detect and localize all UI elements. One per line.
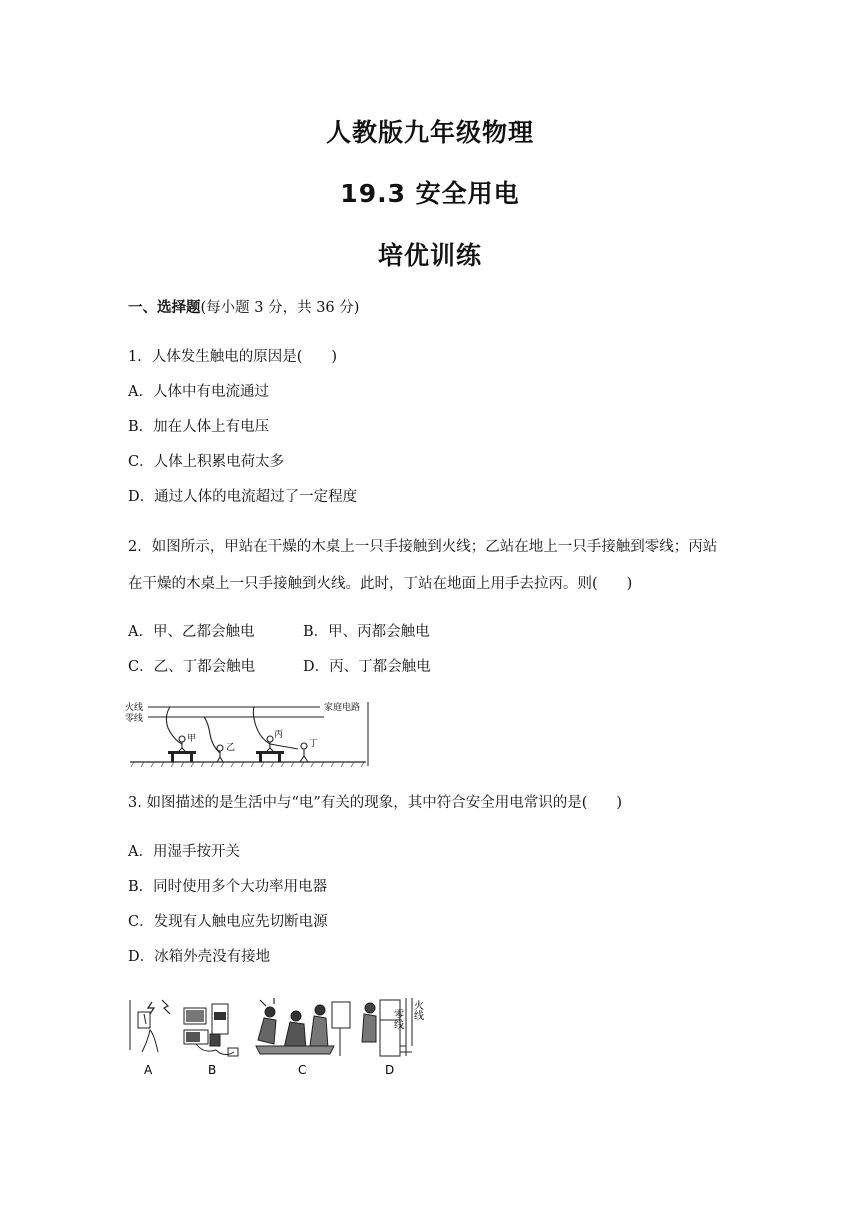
q1-option-b: B．加在人体上有电压 <box>128 419 270 435</box>
section-heading-bold: 一、选择题 <box>128 300 201 316</box>
q3-option-a: A．用湿手按开关 <box>128 844 240 860</box>
fig-panel-b <box>184 1004 238 1056</box>
q1-stem: 1．人体发生触电的原因是( ) <box>128 349 338 365</box>
fig-label-b: B <box>208 1063 217 1077</box>
fig-live-label: 火线 <box>411 1000 423 1020</box>
fig-person-jia-label: 甲 <box>187 734 197 744</box>
q2-stem-line1: 2．如图所示，甲站在干燥的木桌上一只手接触到火线；乙站在地上一只手接触到零线；丙站 <box>128 539 718 555</box>
doc-subtitle: 19.3 安全用电 <box>340 179 520 208</box>
q3-option-c: C．发现有人触电应先切断电源 <box>128 914 328 930</box>
q3-safety-figure <box>124 994 434 1080</box>
q3-stem: 3. 如图描述的是生活中与“电”有关的现象，其中符合安全用电常识的是( ) <box>128 795 623 811</box>
q1-option-d: D．通过人体的电流超过了一定程度 <box>128 489 358 505</box>
q3-option-b: B．同时使用多个大功率用电器 <box>128 879 328 895</box>
q2-stem-line2: 在干燥的木桌上一只手接触到火线。此时，丁站在地面上用手去拉丙。则( ) <box>128 576 633 592</box>
q2-option-c: C．乙、丁都会触电 <box>128 659 256 675</box>
fig-neutral-label: 零线 <box>391 1009 403 1029</box>
fig-person-ding <box>300 743 308 762</box>
fig-desk-2 <box>256 751 284 762</box>
fig-label-c: C <box>298 1063 307 1077</box>
q3-option-d: D．冰箱外壳没有接地 <box>128 949 271 965</box>
fig-panel-a <box>130 1000 170 1052</box>
q2-option-a: A．甲、乙都会触电 <box>128 624 255 640</box>
fig-circuit-label: 家庭电路 <box>324 703 361 713</box>
doc-section-title: 培优训练 <box>377 241 482 270</box>
fig-person-bing <box>253 707 298 751</box>
fig-desk-1 <box>168 751 196 762</box>
fig-person-yi <box>204 717 223 762</box>
doc-title: 人教版九年级物理 <box>325 118 534 147</box>
fig-live-wire-label: 火线 <box>125 703 144 713</box>
fig-person-ding-label: 丁 <box>309 739 319 749</box>
q2-options-row1 <box>128 622 430 642</box>
q1-option-c: C．人体上积累电荷太多 <box>128 454 285 470</box>
fig-label-a: A <box>144 1063 153 1077</box>
fig-panel-c <box>256 998 350 1056</box>
q1-option-a: A．人体中有电流通过 <box>128 384 269 400</box>
fig-ground-hatch <box>131 762 364 767</box>
fig-label-d: D <box>385 1063 395 1077</box>
fig-person-yi-label: 乙 <box>226 743 236 753</box>
q2-options-row2 <box>128 657 431 677</box>
q2-option-b: B．甲、丙都会触电 <box>303 624 430 640</box>
section-heading-rest: (每小题 3 分，共 36 分) <box>200 300 360 316</box>
q2-circuit-figure <box>124 698 372 770</box>
section-heading <box>128 298 359 318</box>
q2-option-d: D．丙、丁都会触电 <box>303 659 431 675</box>
fig-person-jia <box>166 707 185 751</box>
fig-panel-d <box>362 998 412 1056</box>
fig-person-bing-label: 丙 <box>274 730 284 740</box>
fig-neutral-wire-label: 零线 <box>125 714 144 724</box>
